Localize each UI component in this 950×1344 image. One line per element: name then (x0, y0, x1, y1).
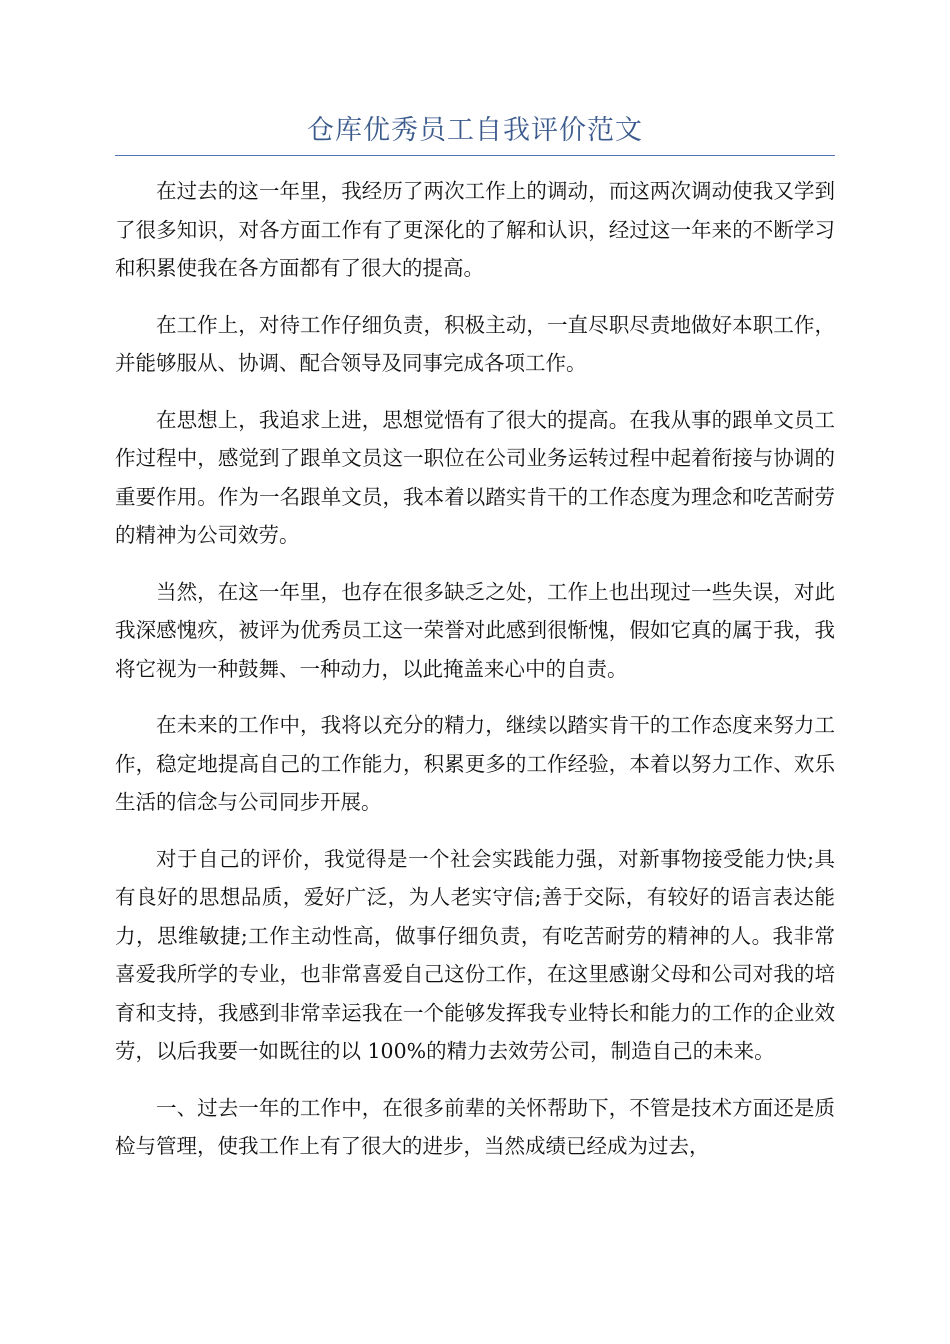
paragraph-2: 在工作上，对待工作仔细负责，积极主动，一直尽职尽责地做好本职工作，并能够服从、协调、配合领导及同事完成各项工作。 (115, 312, 835, 375)
title-underline (115, 155, 835, 156)
paragraph-3: 在思想上，我追求上进，思想觉悟有了很大的提高。在我从事的跟单文员工作过程中，感觉到了跟单文员这一职位在公司业务运转过程中起着衔接与协调的重要作用。作为一名跟单文员，我本着以踏实肯干的工作态度为理念和吃苦耐劳的精神为公司效劳。 (115, 407, 835, 547)
document-body (115, 172, 835, 1184)
paragraph-6: 对于自己的评价，我觉得是一个社会实践能力强，对新事物接受能力快;具有良好的思想品质，爱好广泛，为人老实守信;善于交际，有较好的语言表达能力，思维敏捷;工作主动性高，做事仔细负责，有吃苦耐劳的精神的人。我非常喜爱我所学的专业，也非常喜爱自己这份工作，在这里感谢父母和公司对我的培育和支持，我感到非常幸运我在一个能够发挥我专业特长和能力的工作的企业效劳，以后我要一如既往的以 100%的精力去效劳公司，制造自己的未来。 (115, 846, 835, 1063)
paragraph-4: 当然，在这一年里，也存在很多缺乏之处，工作上也出现过一些失误，对此我深感愧疚，被评为优秀员工这一荣誉对此感到很惭愧，假如它真的属于我，我将它视为一种鼓舞、一种动力，以此掩盖来心中的自责。 (115, 579, 835, 681)
paragraph-7: 一、过去一年的工作中，在很多前辈的关怀帮助下，不管是技术方面还是质检与管理，使我工作上有了很大的进步，当然成绩已经成为过去， (115, 1095, 835, 1158)
paragraph-5: 在未来的工作中，我将以充分的精力，继续以踏实肯干的工作态度来努力工作，稳定地提高自己的工作能力，积累更多的工作经验，本着以努力工作、欢乐生活的信念与公司同步开展。 (115, 713, 835, 814)
document-title: 仓库优秀员工自我评价范文 (307, 115, 643, 146)
paragraph-1: 在过去的这一年里，我经历了两次工作上的调动，而这两次调动使我又学到了很多知识，对各方面工作有了更深化的了解和认识，经过这一年来的不断学习和积累使我在各方面都有了很大的提高。 (115, 179, 835, 280)
